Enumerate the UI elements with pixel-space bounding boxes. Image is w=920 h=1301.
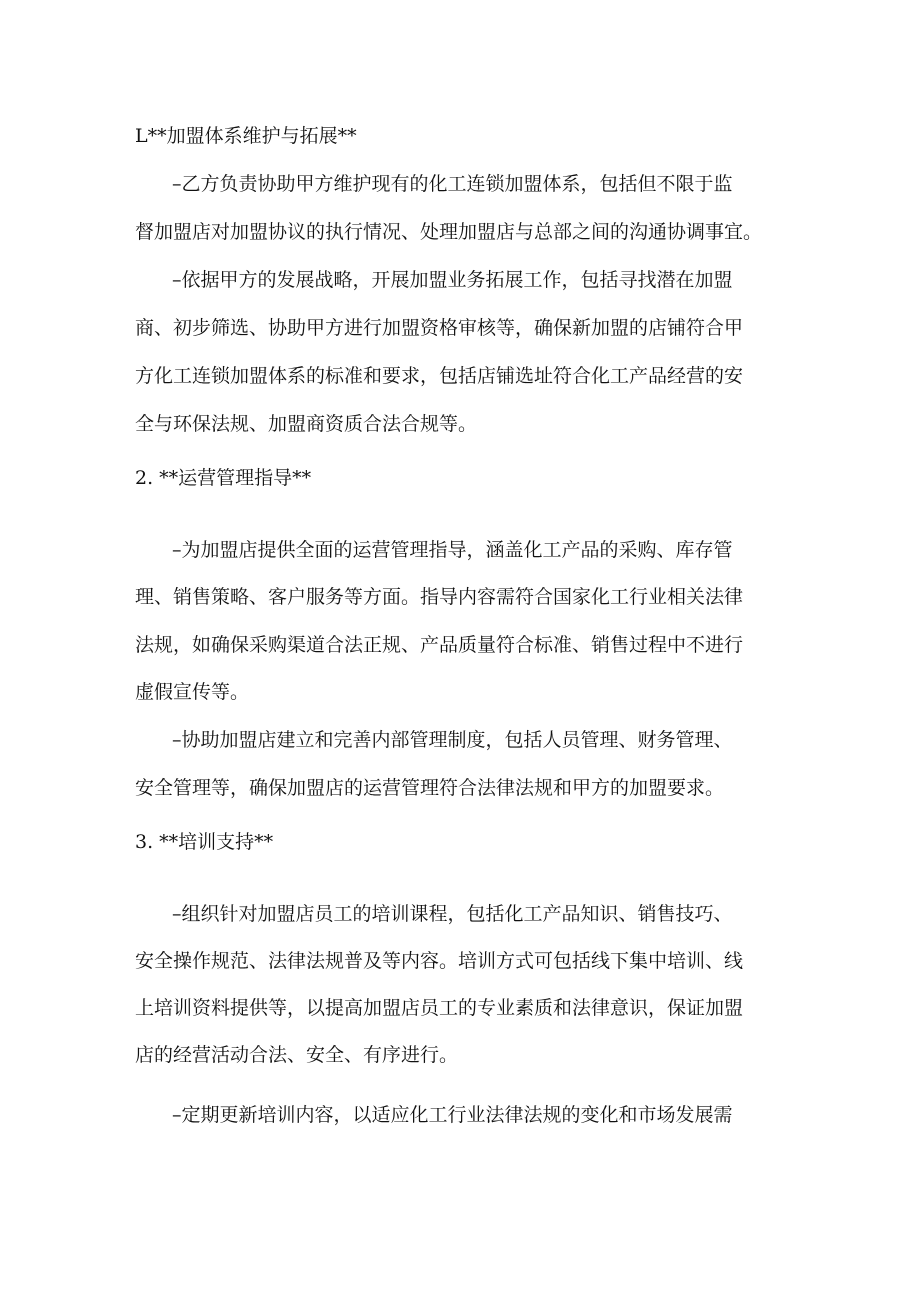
paragraph-line: –定期更新培训内容，以适应化工行业法律法规的变化和市场发展需 [172,1104,733,1126]
paragraph-line: 全与环保法规、加盟商资质合法合规等。 [135,413,478,435]
section-heading-3: 3. **培训支持** [135,831,274,853]
section-heading-2: 2. **运营管理指导** [135,467,312,489]
paragraph-line: 督加盟店对加盟协议的执行情况、处理加盟店与总部之间的沟通协调事宜。 [135,221,763,243]
paragraph-line: –依据甲方的发展战略，开展加盟业务拓展工作，包括寻找潜在加盟 [172,269,733,291]
paragraph-line: 虚假宣传等。 [135,681,250,703]
paragraph-line: 方化工连锁加盟体系的标准和要求，包括店铺选址符合化工产品经营的安 [135,365,744,387]
paragraph-line: 安全操作规范、法律法规普及等内容。培训方式可包括线下集中培训、线 [135,950,744,972]
paragraph-line: 法规，如确保采购渠道合法正规、产品质量符合标准、销售过程中不进行 [135,634,744,656]
paragraph-line: –乙方负责协助甲方维护现有的化工连锁加盟体系，包括但不限于监 [172,173,733,195]
paragraph-line: 上培训资料提供等，以提高加盟店员工的专业素质和法律意识，保证加盟 [135,997,744,1019]
paragraph-line: 商、初步筛选、协助甲方进行加盟资格审核等，确保新加盟的店铺符合甲 [135,317,744,339]
paragraph-line: 安全管理等，确保加盟店的运营管理符合法律法规和甲方的加盟要求。 [135,777,725,799]
paragraph-line: 理、销售策略、客户服务等方面。指导内容需符合国家化工行业相关法律 [135,586,744,608]
paragraph-line: –为加盟店提供全面的运营管理指导，涵盖化工产品的采购、库存管 [172,539,733,561]
paragraph-line: –协助加盟店建立和完善内部管理制度，包括人员管理、财务管理、 [172,729,733,751]
section-heading-1: L**加盟体系维护与拓展** [135,125,357,147]
paragraph-line: 店的经营活动合法、安全、有序进行。 [135,1044,459,1066]
paragraph-line: –组织针对加盟店员工的培训课程，包括化工产品知识、销售技巧、 [172,903,733,925]
